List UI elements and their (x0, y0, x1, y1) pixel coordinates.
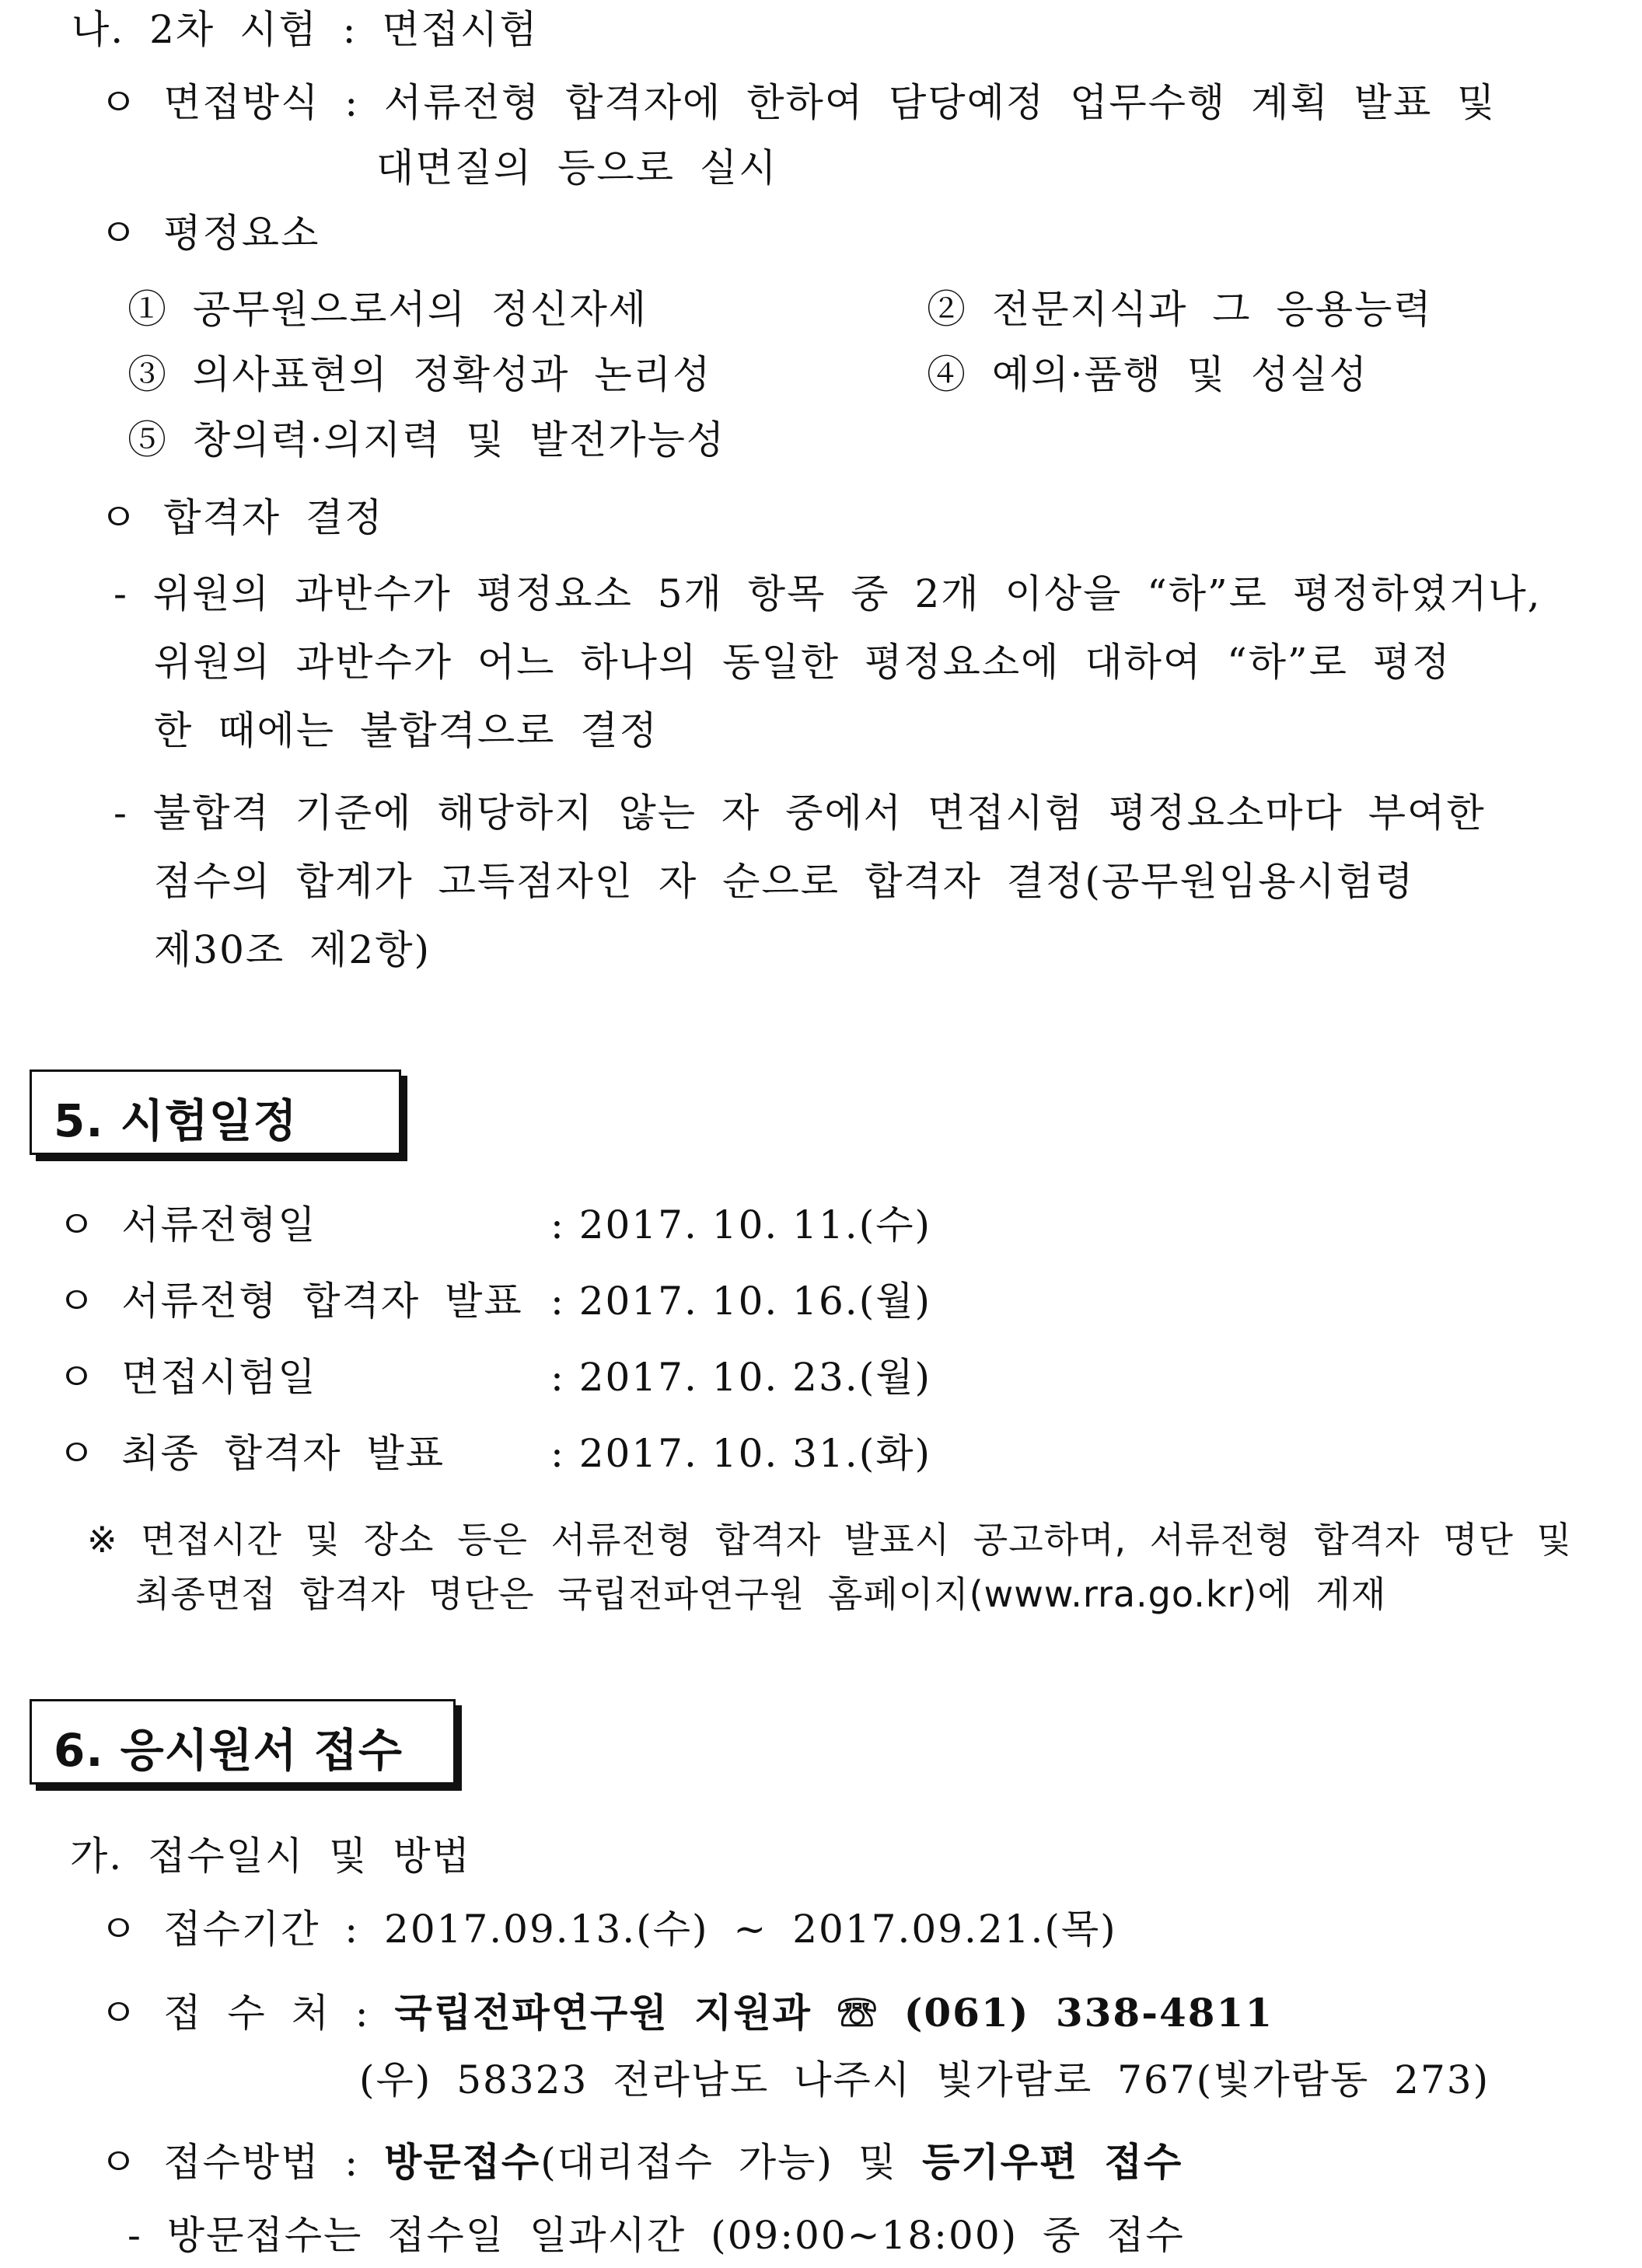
section-title-interview: 나. 2차 시험 : 면접시험 (72, 7, 539, 52)
section-heading-schedule (30, 1069, 401, 1155)
decision-2-line: - 불합격 기준에 해당하지 않는 자 중에서 면접시험 평정요소마다 부여한 (114, 790, 1486, 836)
application-place-label: ㅇ 접 수 처 : (100, 1991, 395, 2036)
criteria-header: ㅇ 평정요소 (100, 211, 320, 256)
criteria-item: ② 전문지식과 그 응용능력 (927, 287, 1433, 332)
schedule-date: : 2017. 10. 11.(수) (550, 1202, 932, 1247)
schedule-date: : 2017. 10. 31.(화) (550, 1431, 932, 1476)
schedule-date: : 2017. 10. 23.(월) (550, 1355, 932, 1400)
decision-2-line: 점수의 합계가 고득점자인 자 순으로 합격자 결정(공무원임용시험령 (154, 859, 1415, 904)
section-heading-application (30, 1699, 456, 1785)
application-method-mail: 등기우편 접수 (922, 2139, 1183, 2185)
criteria-item: ⑤ 창의력·의지력 및 발전가능성 (128, 417, 726, 462)
application-visit-note: - 방문접수는 접수일 일과시간 (09:00~18:00) 중 접수 (128, 2213, 1185, 2258)
application-method-visit: 방문접수 (384, 2139, 541, 2185)
application-method-row (100, 2139, 1183, 2186)
decision-header: ㅇ 합격자 결정 (100, 495, 384, 540)
application-method-proxy: (대리접수 가능) 및 (540, 2140, 923, 2185)
decision-2-line: 제30조 제2항) (154, 927, 431, 972)
decision-1-line: 위원의 과반수가 어느 하나의 동일한 평정요소에 대하여 “하”로 평정 (154, 640, 1452, 685)
criteria-item: ① 공무원으로서의 정신자세 (128, 287, 648, 332)
schedule-note-line2: 최종면접 합격자 명단은 국립전파연구원 홈페이지(www.rra.go.kr)에 게재 (135, 1573, 1387, 1615)
schedule-date: : 2017. 10. 16.(월) (550, 1279, 932, 1324)
application-address: (우) 58323 전라남도 나주시 빛가람로 767(빛가람동 273) (359, 2057, 1490, 2102)
decision-1-line: 한 때에는 불합격으로 결정 (154, 708, 659, 753)
interview-method-line1: ㅇ 면접방식 : 서류전형 합격자에 한하여 담당예정 업무수행 계획 발표 및 (100, 80, 1497, 125)
criteria-item: ④ 예의·품행 및 성실성 (927, 352, 1368, 397)
schedule-label: ㅇ 서류전형일 (58, 1202, 317, 1247)
section-heading-schedule-label: 5. 시험일정 (54, 1094, 298, 1147)
application-place-row (100, 1990, 1273, 2036)
schedule-note-line1: ※ 면접시간 및 장소 등은 서류전형 합격자 발표시 공고하며, 서류전형 합격자 명단 및 (87, 1519, 1573, 1561)
section-heading-application-label: 6. 응시원서 접수 (54, 1724, 403, 1777)
application-place-org: 국립전파연구원 지원과 ☏ (061) 338-4811 (394, 1990, 1274, 2036)
application-method-label: ㅇ 접수방법 : (100, 2140, 385, 2185)
application-subtitle: 가. 접수일시 및 방법 (70, 1834, 471, 1879)
schedule-label: ㅇ 면접시험일 (58, 1355, 317, 1400)
interview-method-line2: 대면질의 등으로 실시 (376, 145, 778, 190)
schedule-label: ㅇ 서류전형 합격자 발표 (58, 1279, 523, 1324)
criteria-item: ③ 의사표현의 정확성과 논리성 (128, 352, 712, 397)
decision-1-line: - 위원의 과반수가 평정요소 5개 항목 중 2개 이상을 “하”로 평정하였거나, (114, 571, 1542, 616)
schedule-label: ㅇ 최종 합격자 발표 (58, 1431, 445, 1476)
application-period: ㅇ 접수기간 : 2017.09.13.(수) ~ 2017.09.21.(목) (100, 1907, 1117, 1952)
